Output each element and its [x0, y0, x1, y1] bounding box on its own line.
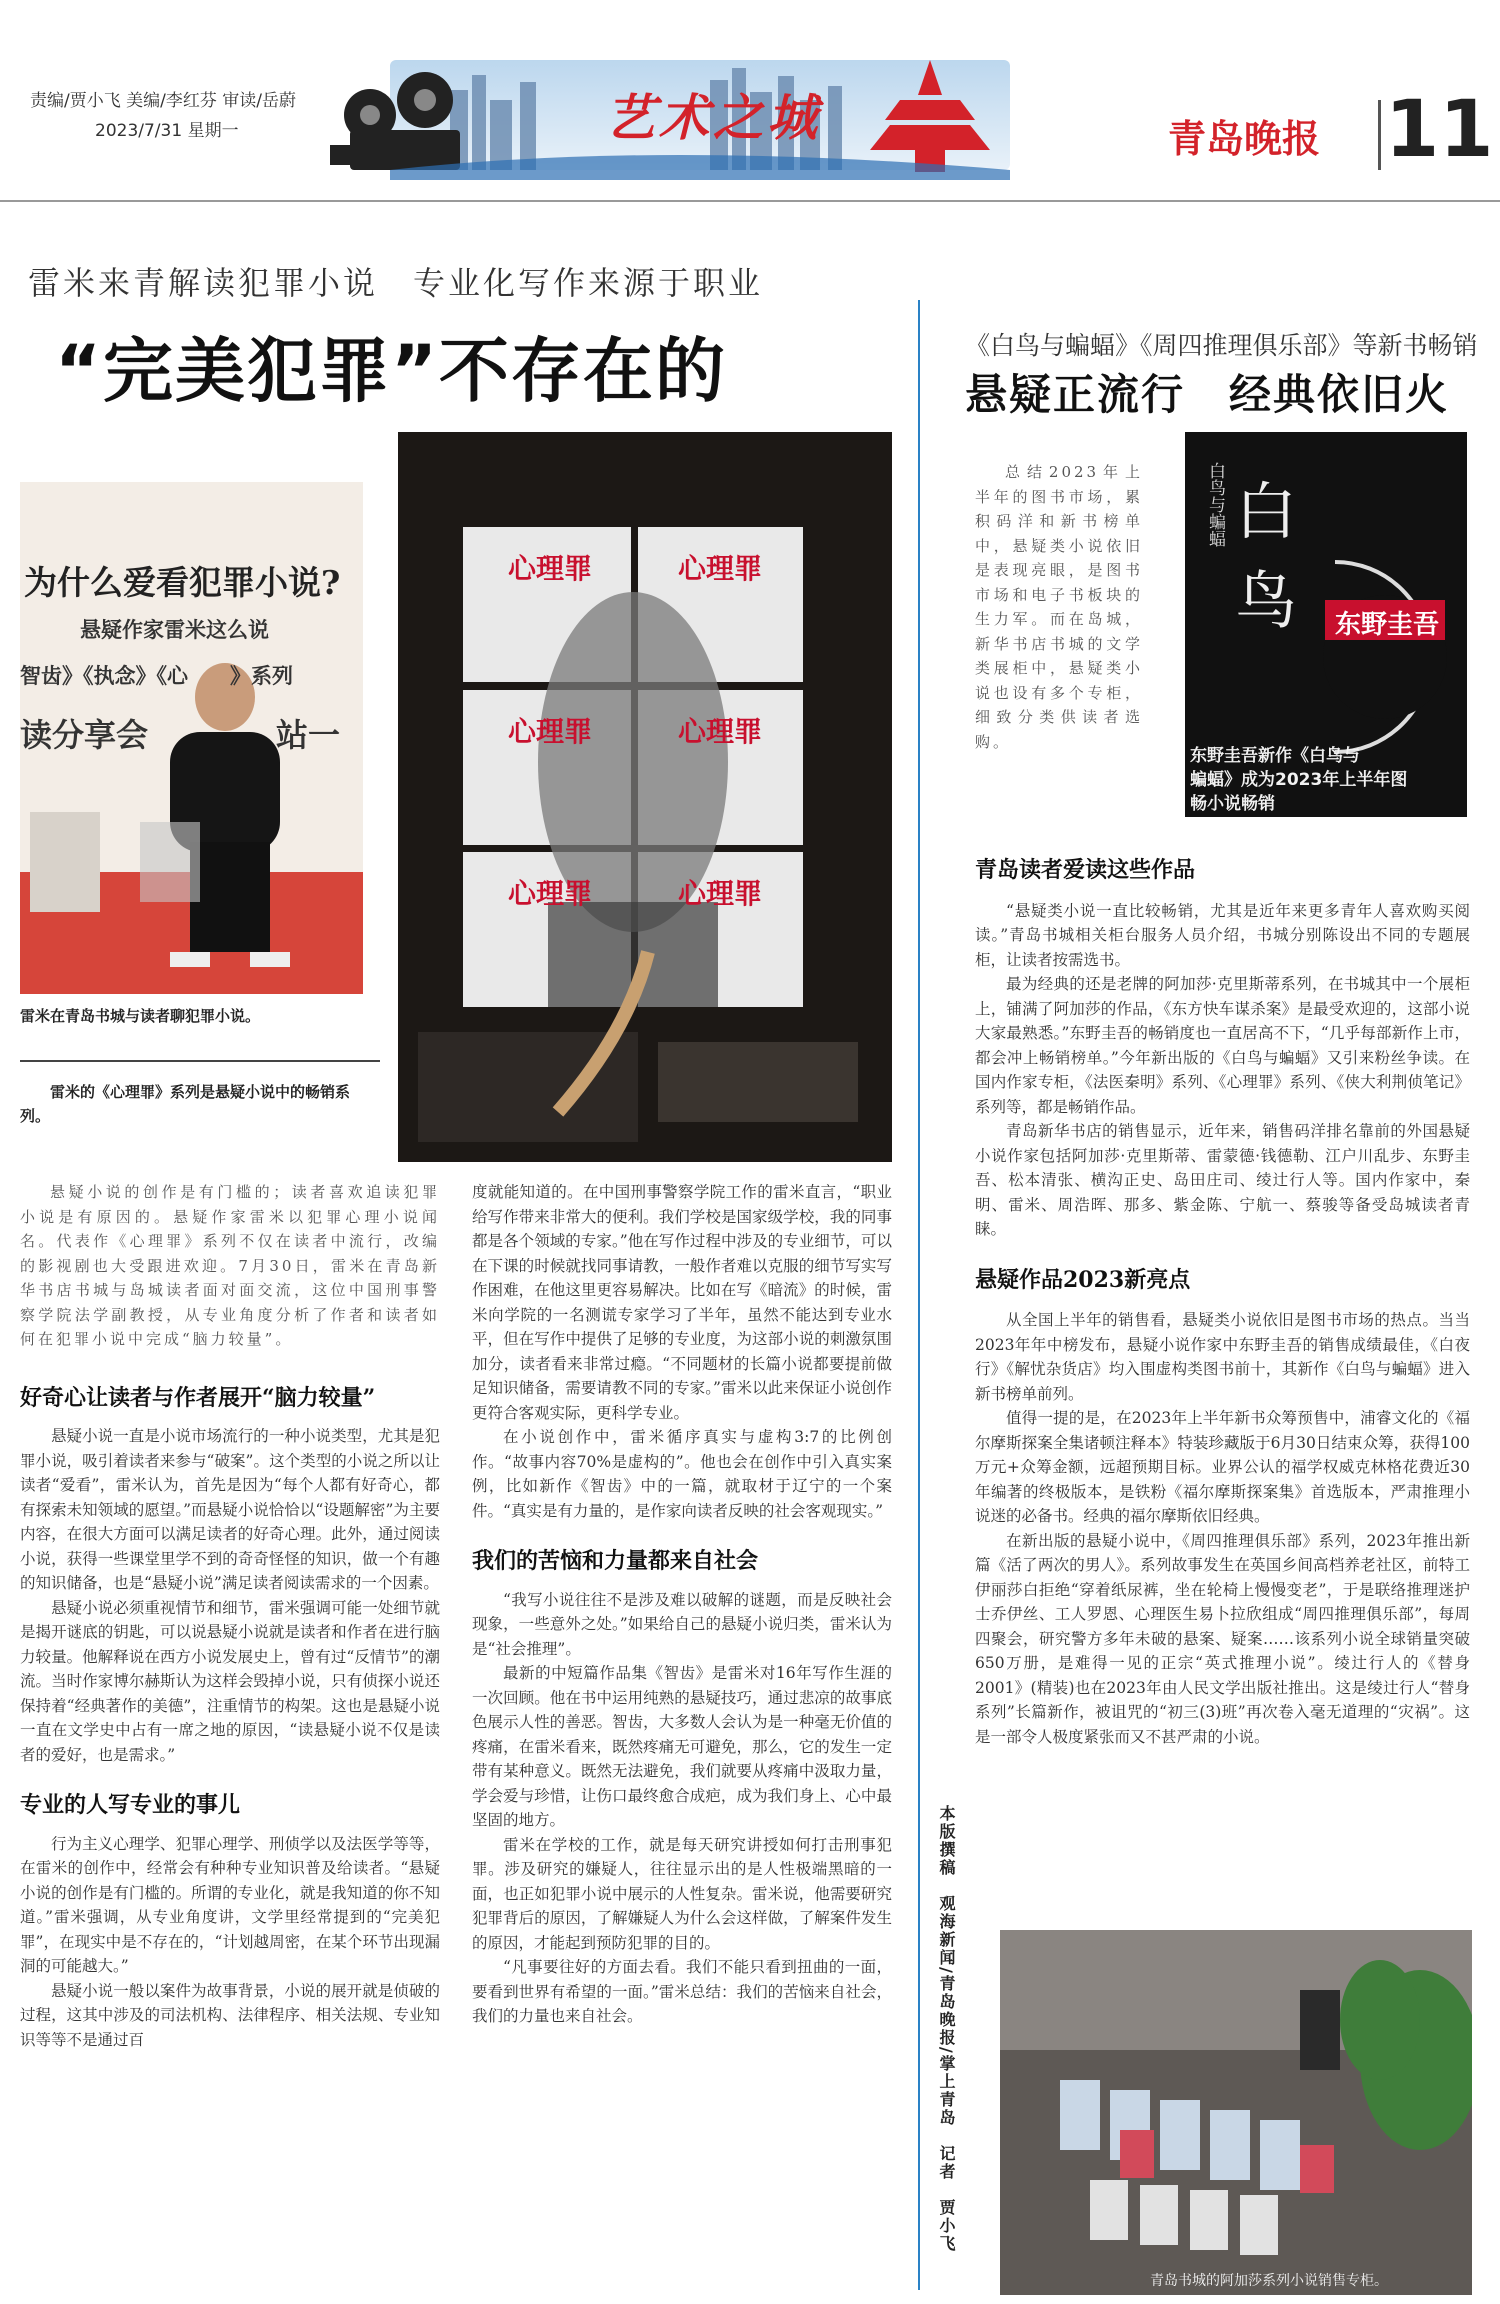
books-photo-caption: 雷米的《心理罪》系列是悬疑小说中的畅销系列。	[20, 1083, 351, 1125]
left-paragraph: 最新的中短篇作品集《智齿》是雷米对16年写作生涯的一次回顾。他在书中运用纯熟的悬疑技巧，通过悲凉的故事底色展示人性的善恶。智齿，大多数人会认为是一种毫无价值的疼痛，在雷米看来，既然疼痛无可避免，那么，它的发生一定带有某种意义。既然无法避免，我们就要从疼痛中汲取力量，学会爱与珍惜，让伤口最终愈合成疤，成为我们身上、心中最坚固的地方。	[472, 1664, 892, 1829]
left-heading-professional: 专业的人写专业的事儿	[20, 1792, 241, 1818]
book-spine-label-2: 心理罪	[678, 552, 763, 585]
books-photo	[398, 432, 892, 1162]
book-blurb	[1190, 744, 1460, 816]
book-author: 东野圭吾	[1335, 610, 1440, 640]
right-paragraph: “悬疑类小说一直比较畅销，尤其是近年来更多青年人喜欢购买阅读。”青岛书城相关柜台服务人员介绍，书城分别陈设出不同的专题展柜，让读者按需选书。	[975, 901, 1470, 969]
right-title: 悬疑正流行 经典依旧火	[965, 370, 1450, 419]
book-spine-label-4: 心理罪	[678, 715, 763, 748]
right-subtitle: 《白鸟与蝙蝠》《周四推理俱乐部》等新书畅销	[965, 331, 1478, 360]
header-rule	[0, 200, 1500, 202]
left-paragraph: “凡事要往好的方面去看。我们不能只看到扭曲的一面，要看到世界有希望的一面。”雷米总结：我们的苦恼来自社会，我们的力量也来自社会。	[472, 1958, 892, 2025]
banner-text-2: 悬疑作家雷米这么说	[80, 618, 269, 642]
left-paragraph: 在小说创作中，雷米循序真实与虚构3:7的比例创作。“故事内容70%是虚构的”。他也会在创作中引入真实案例，比如新作《智齿》中的一篇，就取材于辽宁的一个案件。“真实是有力量的，是作家向读者反映的社会客观现实。”	[472, 1428, 892, 1520]
book-blurb-line: 畅小说畅销	[1190, 794, 1275, 814]
book-blurb-line: 东野圭吾新作《白鸟与	[1190, 746, 1360, 766]
author-photo-caption: 雷米在青岛书城与读者聊犯罪小说。	[20, 1007, 261, 1025]
left-paragraph: 度就能知道的。在中国刑事警察学院工作的雷米直言，“职业给写作带来非常大的便利。我们学校是国家级学校，我的同事都是各个领域的专家。”他在写作过程中涉及的专业细节，可以在下课的时候就找同事请教，一般作者难以克服的细节写实写作困难，在他这里更容易解决。比如在写《暗流》的时候，雷米向学院的一名测谎专家学习了半年，虽然不能达到专业水平，但在写作中提供了足够的专业度，为这部小说的刺激氛围加分，读者看来非常过瘾。“不同题材的长篇小说都要提前做足知识储备，需要请教不同的专家。”雷米以此来保证小说创作更符合客观实际，更科学专业。	[472, 1183, 892, 1422]
author-photo	[20, 482, 363, 994]
right-paragraph: 从全国上半年的销售看，悬疑类小说依旧是图书市场的热点。当当2023年年中榜发布，悬疑小说作家中东野圭吾的销售成绩最佳，《白夜行》《解忧杂货店》均入围虚构类图书前十，其新作《白鸟与蝙蝠》进入新书榜单前列。	[975, 1311, 1470, 1403]
bookstore-photo	[1000, 1930, 1472, 2295]
book-spine-label-5: 心理罪	[508, 877, 593, 910]
right-lead: 总结2023年上半年的图书市场，累积码洋和新书榜单中，悬疑类小说依旧是表现亮眼，是图书市场和电子书板块的生力军。而在岛城，新华书店书城的文学类展柜中，悬疑类小说也设有多个专柜，细致分类供读者选购。	[975, 463, 1143, 751]
book-spine-label-6: 心理罪	[678, 877, 763, 910]
right-paragraph: 在新出版的悬疑小说中，《周四推理俱乐部》系列，2023年推出新篇《活了两次的男人》。系列故事发生在英国乡间高档养老社区，前特工伊丽莎白拒绝“穿着纸尿裤，坐在轮椅上慢慢变老”，于是联络推理迷护士乔伊丝、工人罗恩、心理医生易卜拉欣组成“周四推理俱乐部”，每周四聚会，研究警方多年未破的悬案、疑案……该系列小说全球销量突破650万册，是难得一见的正宗“英式推理小说”。绫辻行人的《替身2001》(精装)也在2023年由人民文学出版社推出。这是绫辻行人“替身系列”长篇新作，被诅咒的“初三(3)班”再次卷入毫无道理的“灾祸”。这是一部令人极度紧张而又不甚严肃的小说。	[975, 1531, 1470, 1746]
left-title: “完美犯罪”不存在的	[55, 330, 728, 412]
book-cover	[1185, 432, 1467, 817]
editor-credits: 责编/贾小飞 美编/李红芬 审读/岳蔚	[30, 91, 296, 111]
banner-text-1: 为什么爱看犯罪小说?	[24, 563, 341, 602]
book-title-large: 白鸟	[1235, 475, 1353, 637]
left-paragraph: “我写小说往往不是涉及难以破解的谜题，而是反映社会现象，一些意外之处。”如果给自己的悬疑小说归类，雷米认为是“社会推理”。	[472, 1590, 892, 1658]
right-paragraph: 最为经典的还是老牌的阿加莎·克里斯蒂系列，在书城其中一个展柜上，铺满了阿加莎的作品，《东方快车谋杀案》是最受欢迎的，这部小说大家最熟悉。”东野圭吾的畅销度也一直居高不下，“几乎每部新作上市，都会冲上畅销榜单。”今年新出版的《白鸟与蝙蝠》又引来粉丝争读。在国内作家专柜，《法医秦明》系列、《心理罪》系列、《侠大利荆侦笔记》系列等，都是畅销作品。	[975, 975, 1470, 1116]
right-paragraph: 青岛新华书店的销售显示，近年来，销售码洋排名靠前的外国悬疑小说作家包括阿加莎·克里斯蒂、雷蒙德·钱德勒、江户川乱步、东野圭吾、松本清张、横沟正史、岛田庄司、绫辻行人等。国内作家中，秦明、雷米、周浩晖、那多、紫金陈、宁航一、蔡骏等备受岛城读者青睐。	[975, 1122, 1470, 1238]
bookstore-photo-caption: 青岛书城的阿加莎系列小说销售专柜。	[1150, 2273, 1388, 2289]
byline: 本版撰稿 观海新闻/青岛晚报/掌上青岛 记者 贾小飞	[937, 1805, 956, 2253]
book-spine-label-1: 心理罪	[508, 552, 593, 585]
banner-text-4: 读分享会 站一	[20, 716, 341, 754]
right-paragraph: 值得一提的是，在2023年上半年新书众筹预售中，浦睿文化的《福尔摩斯探案全集诸顿注释本》特装珍藏版于6月30日结束众筹，获得100万元+众筹金额，远超预期目标。业界公认的福学权威克林格花费近30年编著的终极版本，是铁粉《福尔摩斯探案集》首选版本，严肃推理小说迷的必备书。经典的福尔摩斯依旧经典。	[975, 1409, 1470, 1525]
caption-rule	[20, 1060, 380, 1062]
left-column-1	[20, 1180, 440, 2052]
left-heading-curiosity: 好奇心让读者与作者展开“脑力较量”	[20, 1384, 376, 1411]
right-heading-readers: 青岛读者爱读这些作品	[975, 857, 1196, 883]
right-heading-highlights: 悬疑作品2023新亮点	[975, 1266, 1191, 1293]
left-paragraph: 悬疑小说一直是小说市场流行的一种小说类型，尤其是犯罪小说，吸引着读者来参与“破案”。这个类型的小说之所以让读者“爱看”，雷米认为，首先是因为“每个人都有好奇心，都有探索未知领域的愿望。”而悬疑小说恰恰以“设题解密”为主要内容，在很大方面可以满足读者的好奇心理。此外，通过阅读小说，获得一些课堂里学不到的奇奇怪怪的知识，做一个有趣的知识储备，也是“悬疑小说”满足读者阅读需求的一个因素。	[20, 1427, 440, 1592]
left-subtitle: 雷米来青解读犯罪小说 专业化写作来源于职业	[28, 264, 764, 302]
left-paragraph: 悬疑小说必须重视情节和细节，雷米强调可能一处细节就是揭开谜底的钥匙，可以说悬疑小说就是读者和作者在进行脑力较量。他解释说在西方小说发展史上，曾有过“反情节”的潮流。当时作家博尔赫斯认为这样会毁掉小说，只有侦探小说还保持着“经典著作的美德”，注重情节的构架。这也是悬疑小说一直在文学史中占有一席之地的原因，“读悬疑小说不仅是读者的爱好，也是需求。”	[20, 1598, 440, 1764]
paper-name: 青岛晚报	[1168, 116, 1321, 161]
page-number: 11	[1385, 85, 1494, 175]
banner-text-3: 智齿》《执念》《心 》系列	[20, 664, 293, 688]
left-paragraph: 雷米在学校的工作，就是每天研究讲授如何打击刑事犯罪。涉及研究的嫌疑人，往往显示出的是人性极端黑暗的一面，也正如犯罪小说中展示的人性复杂。雷米说，他需要研究犯罪背后的原因，了解嫌疑人为什么会这样做，了解案件发生的原因，才能起到预防犯罪的目的。	[472, 1835, 892, 1952]
left-paragraph: 悬疑小说一般以案件为故事背景，小说的展开就是侦破的过程，这其中涉及的司法机构、法律程序、相关法规、专业知识等等不是通过百	[20, 1981, 440, 2049]
column-divider	[918, 300, 920, 2290]
issue-date: 2023/7/31 星期一	[95, 121, 239, 141]
left-intro: 悬疑小说的创作是有门槛的；读者喜欢追读犯罪小说是有原因的。悬疑作家雷米以犯罪心理小说闻名。代表作《心理罪》系列不仅在读者中流行，改编的影视剧也大受跟进欢迎。7月30日，雷米在青岛新华书店书城与岛城读者面对面交流，这位中国刑事警察学院法学副教授，从专业角度分析了作者和读者如何在犯罪小说中完成“脑力较量”。	[20, 1183, 440, 1348]
book-title-vertical: 白鸟与蝙蝠	[1205, 462, 1225, 547]
left-heading-society: 我们的苦恼和力量都来自社会	[472, 1548, 759, 1574]
header-divider	[1378, 100, 1381, 170]
book-spine-label-3: 心理罪	[508, 715, 593, 748]
section-title: 艺术之城	[605, 89, 821, 147]
right-column	[975, 858, 1470, 1749]
left-paragraph: 行为主义心理学、犯罪心理学、刑侦学以及法医学等等，在雷米的创作中，经常会有种种专业知识普及给读者。“悬疑小说的创作是有门槛的。所谓的专业化，就是我知道的你不知道。”雷米强调，从专业角度讲，文学里经常提到的“完美犯罪”，在现实中是不存在的，“计划越周密，在某个环节出现漏洞的可能越大。”	[20, 1834, 440, 1975]
book-blurb-line: 蝙蝠》成为2023年上半年图	[1190, 770, 1408, 790]
left-column-2	[472, 1180, 892, 2029]
